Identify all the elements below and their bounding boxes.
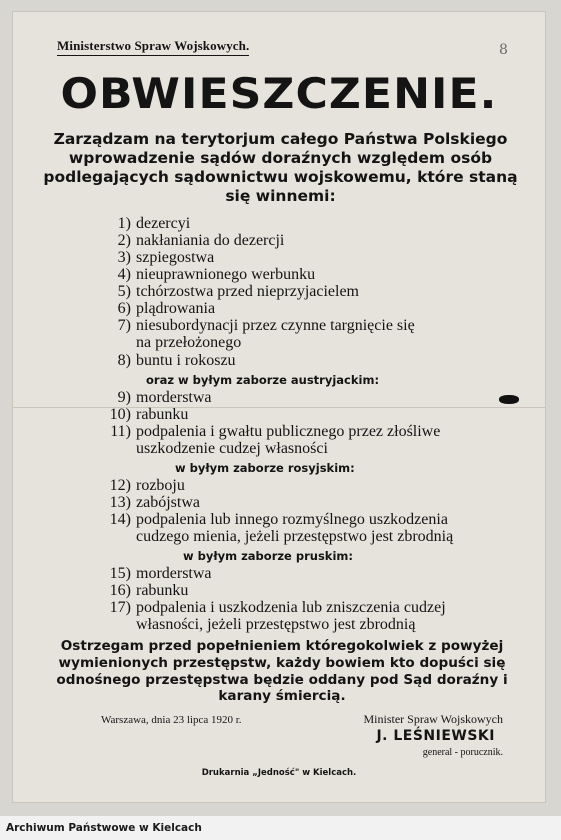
offense-item [109,406,189,423]
item-number: 17) [109,599,131,616]
poster [13,12,545,802]
offense-item [117,232,285,249]
item-text: zabójstwa [136,494,200,511]
item-text: nieuprawnionego werbunku [136,266,316,283]
offense-item [117,317,415,334]
item-number: 4) [117,266,131,283]
item-text: nakłaniania do dezercji [136,232,285,249]
item-text: niesubordynacji przez czynne targnięcie się [136,317,415,334]
item-number: 12) [109,477,131,494]
offense-item [117,352,236,369]
item-continuation: na przełożonego [136,334,242,351]
section-austrian: oraz w byłym zaborze austryjackim: [146,373,380,387]
poster-title: OBWIESZCZENIE. [60,69,498,118]
offense-item [109,494,200,511]
offense-item [109,582,189,599]
pencil-mark: 8 [499,42,508,58]
signer-name: J. LEŚNIEWSKI [376,728,495,744]
offense-item [109,565,212,582]
printer-imprint: Drukarnia „Jedność" w Kielcach. [201,768,357,778]
item-number: 8) [117,352,131,369]
offense-item [109,477,185,494]
ink-blot [499,395,519,404]
item-number: 5) [117,283,131,300]
item-text: podpalenia lub innego rozmyślnego uszkodzenia [136,511,448,528]
item-text: morderstwa [136,389,212,406]
item-number: 7) [117,317,131,334]
item-number: 10) [109,406,131,423]
offense-item [117,283,359,300]
item-continuation: uszkodzenie cudzej własności [136,440,328,457]
item-number: 1) [117,215,131,232]
item-text: rabunku [136,406,189,423]
offense-item [110,423,441,440]
item-text: buntu i rokoszu [136,352,236,369]
item-number: 9) [117,389,131,406]
section-russian: w byłym zaborze rosyjskim: [175,461,355,475]
offense-item [117,249,215,266]
ministry-header: Ministerstwo Spraw Wojskowych. [57,38,249,56]
item-text: tchórzostwa przed nieprzyjacielem [136,283,359,300]
offense-item [117,266,316,283]
item-continuation: cudzego mienia, jeżeli przestępstwo jest zbrodnią [136,528,454,545]
place-date: Warszawa, dnia 23 lipca 1920 r. [101,714,242,726]
offense-item [117,389,212,406]
intro-paragraph: Zarządzam na terytorjum całego Państwa Polskiego wprowadzenie sądów doraźnych względem osób podlegających sądownictwu wojskowemu, które staną się winnemi: [43,130,518,205]
item-text: podpalenia i uszkodzenia lub zniszczenia cudzej [136,599,446,616]
signer-title: Minister Spraw Wojskowych [363,712,503,726]
item-number: 15) [109,565,131,582]
offense-item [109,511,448,528]
signer-rank: general - porucznik. [422,747,503,758]
offense-item [109,599,446,616]
offense-item [117,215,191,232]
item-number: 14) [109,511,131,528]
item-continuation: własności, jeżeli przestępstwo jest zbrodnią [136,616,416,633]
item-number: 13) [109,494,131,511]
item-text: morderstwa [136,565,212,582]
item-text: rabunku [136,582,189,599]
item-text: szpiegostwa [136,249,215,266]
item-number: 6) [117,300,131,317]
item-number: 3) [117,249,131,266]
item-number: 11) [110,423,131,440]
item-text: rozboju [136,477,185,494]
item-text: dezercyi [136,215,191,232]
warning-paragraph: Ostrzegam przed popełnieniem któregokolwiek z powyżej wymienionych przestępstw, każdy bowiem kto dopuści się odnośnego przestępstwa będzie oddany pod Sąd doraźny i karany śmiercią. [56,638,508,705]
archive-label: Archiwum Państwowe w Kielcach [6,822,202,834]
section-prussian: w byłym zaborze pruskim: [183,549,353,563]
item-text: plądrowania [136,300,216,317]
item-number: 16) [109,582,131,599]
item-number: 2) [117,232,131,249]
offense-item [117,300,216,317]
item-text: podpalenia i gwałtu publicznego przez złośliwe [136,423,441,440]
